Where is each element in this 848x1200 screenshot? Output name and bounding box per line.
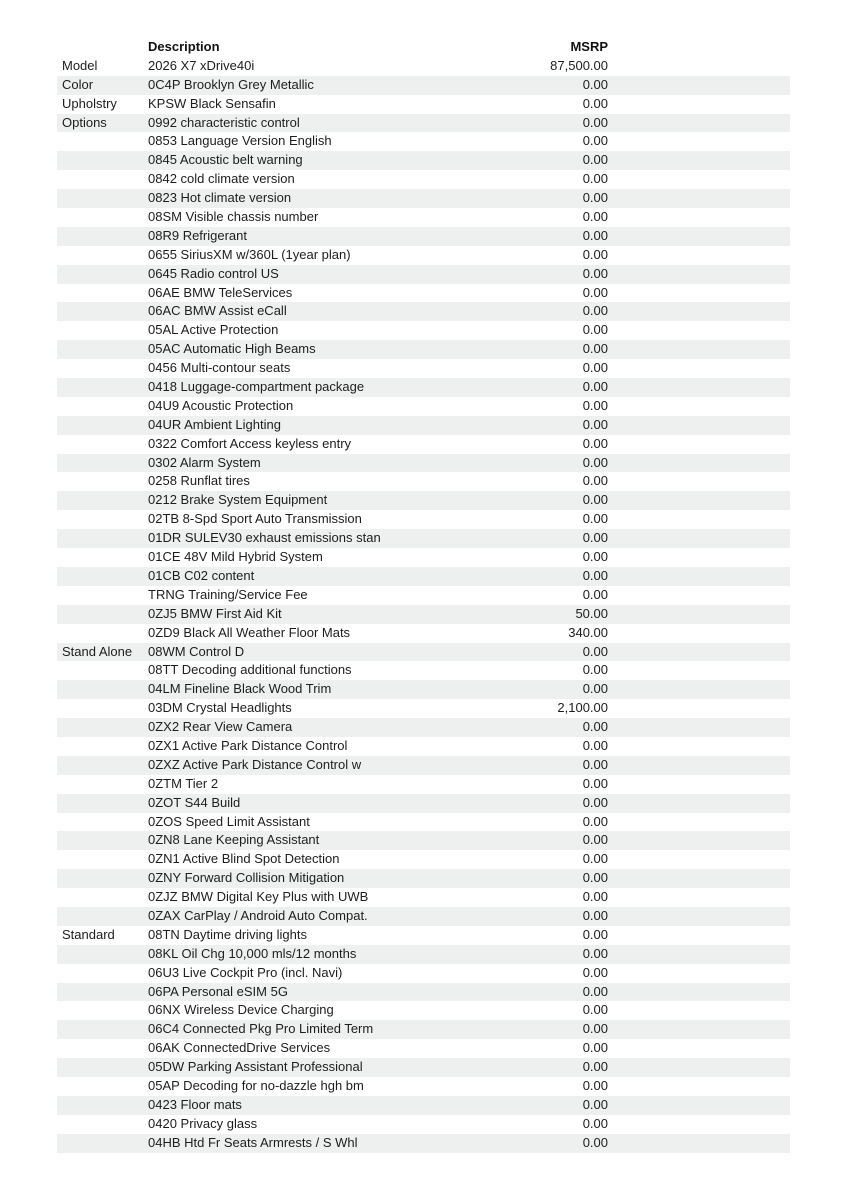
row-description: 0ZXZ Active Park Distance Control w <box>148 756 362 772</box>
row-description: 0ZTM Tier 2 <box>148 775 219 791</box>
row-msrp-value: 0.00 <box>582 775 608 791</box>
table-row <box>57 907 790 926</box>
row-description: 06AE BMW TeleServices <box>148 284 293 300</box>
table-row <box>57 605 790 624</box>
table-row <box>57 454 790 473</box>
row-msrp-value: 0.00 <box>582 1059 608 1075</box>
table-row <box>57 1077 790 1096</box>
row-spacer <box>608 302 790 321</box>
row-description: 08WM Control D <box>148 643 245 659</box>
row-spacer <box>608 114 790 133</box>
table-row <box>57 397 790 416</box>
row-spacer <box>608 699 790 718</box>
row-description: 0258 Runflat tires <box>148 473 250 489</box>
row-category-label <box>57 1134 148 1153</box>
row-category-label <box>57 170 148 189</box>
table-row <box>57 359 790 378</box>
row-description: 08R9 Refrigerant <box>148 227 247 243</box>
row-category-label <box>57 510 148 529</box>
row-msrp-value: 0.00 <box>582 643 608 659</box>
table-row <box>57 1134 790 1153</box>
row-category-label <box>57 699 148 718</box>
row-msrp-value: 0.00 <box>582 379 608 395</box>
row-spacer <box>608 680 790 699</box>
row-msrp-value: 0.00 <box>582 1040 608 1056</box>
row-msrp-value: 0.00 <box>582 964 608 980</box>
row-msrp-value: 87,500.00 <box>550 57 608 73</box>
row-description: 06AK ConnectedDrive Services <box>148 1040 331 1056</box>
row-spacer <box>608 661 790 680</box>
row-spacer <box>608 605 790 624</box>
row-msrp-value: 0.00 <box>582 1077 608 1093</box>
row-spacer <box>608 794 790 813</box>
table-row <box>57 284 790 303</box>
row-category-label <box>57 1001 148 1020</box>
table-row <box>57 95 790 114</box>
row-category-label: Upholstry <box>62 95 117 111</box>
row-category-label: Color <box>62 76 94 92</box>
table-row <box>57 189 790 208</box>
row-spacer <box>608 1020 790 1039</box>
row-spacer <box>608 907 790 926</box>
row-description: 06AC BMW Assist eCall <box>148 303 287 319</box>
row-description: 05AL Active Protection <box>148 322 279 338</box>
row-spacer <box>608 435 790 454</box>
row-description: 04UR Ambient Lighting <box>148 416 281 432</box>
row-description: 05AP Decoding for no-dazzle hgh bm <box>148 1077 364 1093</box>
table-row <box>57 586 790 605</box>
row-msrp-value: 0.00 <box>582 1096 608 1112</box>
row-description: 0845 Acoustic belt warning <box>148 152 303 168</box>
row-category-label <box>57 435 148 454</box>
row-description: 05AC Automatic High Beams <box>148 341 316 357</box>
description-column-header: Description <box>148 39 220 54</box>
row-spacer <box>608 416 790 435</box>
row-spacer <box>608 378 790 397</box>
row-description: 01CE 48V Mild Hybrid System <box>148 549 323 565</box>
row-description: 04U9 Acoustic Protection <box>148 397 294 413</box>
row-spacer <box>608 208 790 227</box>
row-description: 02TB 8-Spd Sport Auto Transmission <box>148 511 362 527</box>
table-row <box>57 1096 790 1115</box>
row-description: 06C4 Connected Pkg Pro Limited Term <box>148 1021 374 1037</box>
row-msrp-value: 0.00 <box>582 511 608 527</box>
row-category-label: Model <box>62 57 98 73</box>
row-category-label <box>57 472 148 491</box>
table-row <box>57 775 790 794</box>
row-spacer <box>608 340 790 359</box>
table-row <box>57 1039 790 1058</box>
row-spacer <box>608 189 790 208</box>
row-spacer <box>608 1115 790 1134</box>
row-spacer <box>608 265 790 284</box>
table-row <box>57 737 790 756</box>
row-category-label <box>57 340 148 359</box>
table-row <box>57 170 790 189</box>
row-category-label <box>57 454 148 473</box>
row-description: 04HB Htd Fr Seats Armrests / S Whl <box>148 1134 358 1150</box>
row-msrp-value: 0.00 <box>582 737 608 753</box>
row-msrp-value: 0.00 <box>582 171 608 187</box>
row-msrp-value: 0.00 <box>582 567 608 583</box>
row-spacer <box>608 888 790 907</box>
row-category-label <box>57 567 148 586</box>
row-msrp-value: 0.00 <box>582 794 608 810</box>
row-description: 0ZN8 Lane Keeping Assistant <box>148 832 320 848</box>
table-row <box>57 340 790 359</box>
row-description: 0ZD9 Black All Weather Floor Mats <box>148 624 351 640</box>
table-row <box>57 57 790 76</box>
row-spacer <box>608 151 790 170</box>
row-category-label <box>57 794 148 813</box>
table-row <box>57 378 790 397</box>
row-spacer <box>608 246 790 265</box>
row-msrp-value: 0.00 <box>582 719 608 735</box>
row-spacer <box>608 945 790 964</box>
row-spacer <box>608 643 790 662</box>
row-category-label <box>57 208 148 227</box>
row-spacer <box>608 624 790 643</box>
table-row <box>57 661 790 680</box>
row-category-label <box>57 1020 148 1039</box>
row-msrp-value: 0.00 <box>582 1002 608 1018</box>
row-spacer <box>608 850 790 869</box>
row-msrp-value: 0.00 <box>582 209 608 225</box>
row-description: TRNG Training/Service Fee <box>148 586 308 602</box>
row-msrp-value: 0.00 <box>582 227 608 243</box>
row-msrp-value: 0.00 <box>582 681 608 697</box>
table-row <box>57 983 790 1002</box>
row-spacer <box>608 1077 790 1096</box>
row-spacer <box>608 1039 790 1058</box>
row-category-label <box>57 491 148 510</box>
table-row <box>57 850 790 869</box>
row-category-label <box>57 246 148 265</box>
category-column-header <box>57 38 148 57</box>
row-description: 0823 Hot climate version <box>148 190 292 206</box>
table-row <box>57 756 790 775</box>
row-category-label <box>57 359 148 378</box>
row-description: 0992 characteristic control <box>148 114 300 130</box>
table-row <box>57 416 790 435</box>
row-category-label <box>57 907 148 926</box>
row-spacer <box>608 737 790 756</box>
row-description: 0ZX1 Active Park Distance Control <box>148 737 348 753</box>
row-msrp-value: 0.00 <box>582 190 608 206</box>
table-body <box>57 57 790 1153</box>
row-msrp-value: 0.00 <box>582 322 608 338</box>
row-description: 06NX Wireless Device Charging <box>148 1002 334 1018</box>
row-category-label <box>57 831 148 850</box>
table-row <box>57 548 790 567</box>
row-spacer <box>608 813 790 832</box>
row-msrp-value: 0.00 <box>582 889 608 905</box>
row-msrp-value: 0.00 <box>582 870 608 886</box>
row-msrp-value: 0.00 <box>582 246 608 262</box>
row-category-label <box>57 227 148 246</box>
row-description: 05DW Parking Assistant Professional <box>148 1059 363 1075</box>
row-category-label <box>57 189 148 208</box>
row-spacer <box>608 227 790 246</box>
row-msrp-value: 0.00 <box>582 454 608 470</box>
row-spacer <box>608 359 790 378</box>
row-msrp-value: 0.00 <box>582 95 608 111</box>
table-row <box>57 151 790 170</box>
row-description: 06PA Personal eSIM 5G <box>148 983 288 999</box>
row-category-label <box>57 265 148 284</box>
row-description: 0322 Comfort Access keyless entry <box>148 435 352 451</box>
row-category-label <box>57 888 148 907</box>
row-category-label <box>57 1039 148 1058</box>
row-msrp-value: 0.00 <box>582 397 608 413</box>
row-msrp-value: 0.00 <box>582 926 608 942</box>
table-row <box>57 1058 790 1077</box>
table-row <box>57 869 790 888</box>
row-category-label <box>57 1096 148 1115</box>
row-spacer <box>608 95 790 114</box>
row-category-label: Options <box>62 114 107 130</box>
row-description: 0212 Brake System Equipment <box>148 492 328 508</box>
row-msrp-value: 0.00 <box>582 152 608 168</box>
row-description: 0423 Floor mats <box>148 1096 242 1112</box>
row-description: 0ZJZ BMW Digital Key Plus with UWB <box>148 889 369 905</box>
table-row <box>57 302 790 321</box>
row-msrp-value: 0.00 <box>582 1115 608 1131</box>
row-category-label <box>57 151 148 170</box>
row-category-label: Stand Alone <box>62 643 133 659</box>
row-description: 0C4P Brooklyn Grey Metallic <box>148 76 314 92</box>
table-row <box>57 926 790 945</box>
row-description: 0842 cold climate version <box>148 171 295 187</box>
row-msrp-value: 0.00 <box>582 284 608 300</box>
row-description: 0853 Language Version English <box>148 133 332 149</box>
row-spacer <box>608 548 790 567</box>
row-spacer <box>608 775 790 794</box>
table-row <box>57 680 790 699</box>
row-spacer <box>608 397 790 416</box>
row-category-label <box>57 548 148 567</box>
row-category-label <box>57 680 148 699</box>
row-category-label <box>57 869 148 888</box>
row-description: 0ZAX CarPlay / Android Auto Compat. <box>148 907 368 923</box>
table-row <box>57 246 790 265</box>
row-description: 0302 Alarm System <box>148 454 261 470</box>
table-row <box>57 472 790 491</box>
row-category-label <box>57 945 148 964</box>
row-category-label <box>57 1115 148 1134</box>
row-category-label <box>57 132 148 151</box>
row-spacer <box>608 454 790 473</box>
row-category-label: Standard <box>62 926 115 942</box>
row-spacer <box>608 983 790 1002</box>
row-spacer <box>608 529 790 548</box>
row-spacer <box>608 869 790 888</box>
row-msrp-value: 0.00 <box>582 76 608 92</box>
row-description: 0ZJ5 BMW First Aid Kit <box>148 605 282 621</box>
row-category-label <box>57 983 148 1002</box>
row-category-label <box>57 850 148 869</box>
table-row <box>57 643 790 662</box>
row-msrp-value: 0.00 <box>582 813 608 829</box>
row-spacer <box>608 718 790 737</box>
row-description: 01DR SULEV30 exhaust emissions stan <box>148 530 381 546</box>
table-row <box>57 718 790 737</box>
row-category-label <box>57 586 148 605</box>
table-row <box>57 813 790 832</box>
table-row <box>57 435 790 454</box>
row-msrp-value: 0.00 <box>582 303 608 319</box>
row-description: 08TT Decoding additional functions <box>148 662 352 678</box>
row-description: KPSW Black Sensafin <box>148 95 276 111</box>
row-description: 04LM Fineline Black Wood Trim <box>148 681 332 697</box>
row-description: 08KL Oil Chg 10,000 mls/12 months <box>148 945 357 961</box>
row-description: 0655 SiriusXM w/360L (1year plan) <box>148 246 351 262</box>
row-description: 06U3 Live Cockpit Pro (incl. Navi) <box>148 964 343 980</box>
row-spacer <box>608 321 790 340</box>
row-spacer <box>608 76 790 95</box>
table-row <box>57 114 790 133</box>
row-spacer <box>608 586 790 605</box>
row-category-label <box>57 718 148 737</box>
row-description: 08SM Visible chassis number <box>148 209 319 225</box>
row-spacer <box>608 132 790 151</box>
msrp-column-header: MSRP <box>570 39 608 54</box>
row-msrp-value: 0.00 <box>582 907 608 923</box>
table-row <box>57 699 790 718</box>
row-category-label <box>57 1058 148 1077</box>
table-header-row <box>57 38 790 57</box>
row-category-label <box>57 321 148 340</box>
row-msrp-value: 0.00 <box>582 832 608 848</box>
row-spacer <box>608 567 790 586</box>
table-row <box>57 265 790 284</box>
row-category-label <box>57 378 148 397</box>
row-msrp-value: 0.00 <box>582 416 608 432</box>
row-msrp-value: 0.00 <box>582 586 608 602</box>
vehicle-options-table <box>57 38 790 1153</box>
row-spacer <box>608 926 790 945</box>
row-msrp-value: 0.00 <box>582 435 608 451</box>
table-row <box>57 491 790 510</box>
row-msrp-value: 0.00 <box>582 492 608 508</box>
row-msrp-value: 2,100.00 <box>557 700 608 716</box>
table-row <box>57 227 790 246</box>
table-row <box>57 831 790 850</box>
row-description: 03DM Crystal Headlights <box>148 700 292 716</box>
row-msrp-value: 0.00 <box>582 983 608 999</box>
row-description: 0ZX2 Rear View Camera <box>148 719 293 735</box>
row-spacer <box>608 1134 790 1153</box>
row-spacer <box>608 1001 790 1020</box>
row-spacer <box>608 510 790 529</box>
row-description: 0ZN1 Active Blind Spot Detection <box>148 851 340 867</box>
row-msrp-value: 50.00 <box>575 605 608 621</box>
row-msrp-value: 0.00 <box>582 114 608 130</box>
row-description: 01CB C02 content <box>148 567 255 583</box>
row-description: 0456 Multi-contour seats <box>148 360 291 376</box>
row-category-label <box>57 416 148 435</box>
table-row <box>57 888 790 907</box>
row-category-label <box>57 737 148 756</box>
table-row <box>57 1115 790 1134</box>
row-msrp-value: 0.00 <box>582 473 608 489</box>
table-row <box>57 208 790 227</box>
table-row <box>57 529 790 548</box>
row-msrp-value: 0.00 <box>582 530 608 546</box>
row-category-label <box>57 813 148 832</box>
table-row <box>57 964 790 983</box>
table-row <box>57 132 790 151</box>
row-description: 2026 X7 xDrive40i <box>148 57 255 73</box>
row-msrp-value: 340.00 <box>568 624 608 640</box>
table-row <box>57 76 790 95</box>
row-category-label <box>57 397 148 416</box>
table-row <box>57 321 790 340</box>
row-category-label <box>57 624 148 643</box>
row-description: 0418 Luggage-compartment package <box>148 379 365 395</box>
row-msrp-value: 0.00 <box>582 1134 608 1150</box>
table-row <box>57 1001 790 1020</box>
table-row <box>57 794 790 813</box>
row-spacer <box>608 1096 790 1115</box>
row-msrp-value: 0.00 <box>582 341 608 357</box>
header-spacer <box>608 38 790 57</box>
row-category-label <box>57 529 148 548</box>
row-spacer <box>608 491 790 510</box>
row-msrp-value: 0.00 <box>582 851 608 867</box>
row-description: 0ZOT S44 Build <box>148 794 241 810</box>
row-spacer <box>608 964 790 983</box>
row-msrp-value: 0.00 <box>582 662 608 678</box>
row-description: 0645 Radio control US <box>148 265 279 281</box>
row-spacer <box>608 756 790 775</box>
row-msrp-value: 0.00 <box>582 549 608 565</box>
row-msrp-value: 0.00 <box>582 133 608 149</box>
row-spacer <box>608 57 790 76</box>
table-row <box>57 567 790 586</box>
row-category-label <box>57 775 148 794</box>
row-description: 0ZOS Speed Limit Assistant <box>148 813 310 829</box>
row-category-label <box>57 605 148 624</box>
row-category-label <box>57 302 148 321</box>
row-category-label <box>57 964 148 983</box>
row-msrp-value: 0.00 <box>582 945 608 961</box>
table-row <box>57 510 790 529</box>
row-spacer <box>608 472 790 491</box>
row-category-label <box>57 661 148 680</box>
table-row <box>57 945 790 964</box>
row-description: 0420 Privacy glass <box>148 1115 258 1131</box>
row-category-label <box>57 284 148 303</box>
row-category-label <box>57 1077 148 1096</box>
row-spacer <box>608 170 790 189</box>
row-spacer <box>608 1058 790 1077</box>
row-msrp-value: 0.00 <box>582 756 608 772</box>
row-description: 0ZNY Forward Collision Mitigation <box>148 870 345 886</box>
table-row <box>57 624 790 643</box>
row-category-label <box>57 756 148 775</box>
row-msrp-value: 0.00 <box>582 360 608 376</box>
row-spacer <box>608 831 790 850</box>
row-description: 08TN Daytime driving lights <box>148 926 307 942</box>
row-msrp-value: 0.00 <box>582 265 608 281</box>
table-row <box>57 1020 790 1039</box>
row-msrp-value: 0.00 <box>582 1021 608 1037</box>
row-spacer <box>608 284 790 303</box>
